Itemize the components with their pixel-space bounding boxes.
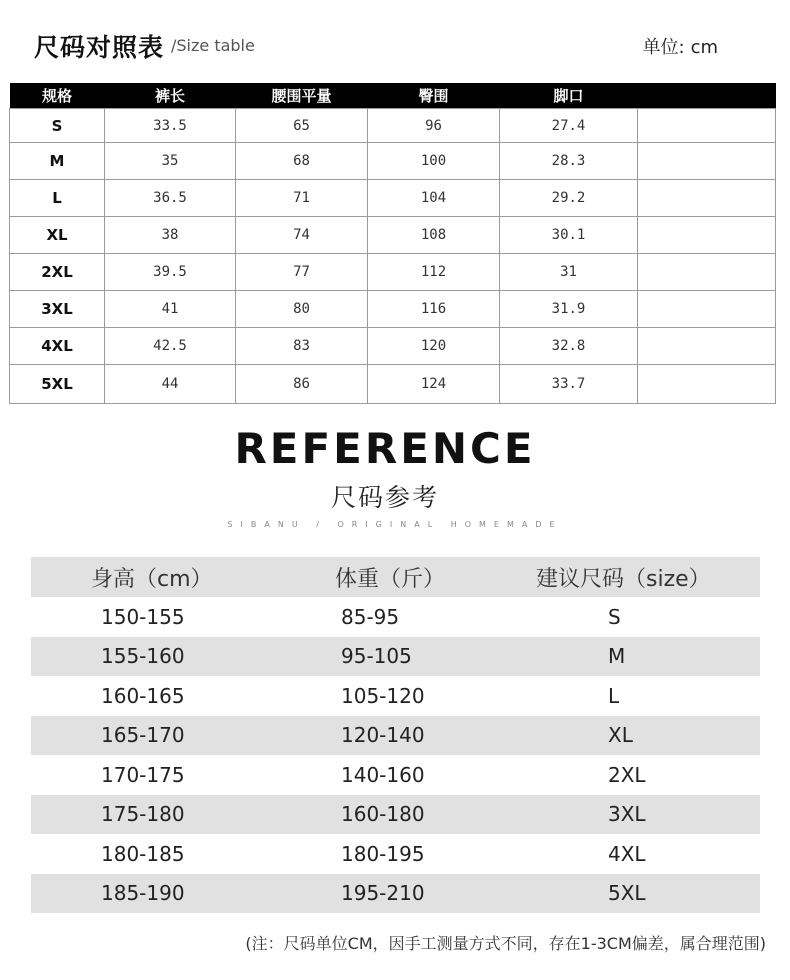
table-cell: 32.8: [500, 328, 638, 365]
table-cell: 120: [368, 328, 500, 365]
list-item: [31, 834, 760, 874]
reference-title: REFERENCE: [234, 424, 536, 473]
table-cell: 31: [500, 254, 638, 291]
reference-table-header: [31, 557, 760, 597]
table-cell: 77: [236, 254, 368, 291]
col-header: 身高（cm）: [91, 566, 213, 592]
table-cell: 80: [236, 291, 368, 328]
unit-value: cm: [690, 37, 718, 58]
size-cell: M: [10, 143, 105, 180]
table-cell: 41: [105, 291, 236, 328]
col-header: 裤长: [105, 83, 236, 109]
table-cell: 83: [236, 328, 368, 365]
table-cell: 74: [236, 217, 368, 254]
table-cell: 100: [368, 143, 500, 180]
table-cell: 2XL: [608, 762, 646, 787]
table-cell: 28.3: [500, 143, 638, 180]
table-cell: 71: [236, 180, 368, 217]
table-cell: 68: [236, 143, 368, 180]
page-title: 尺码对照表: [34, 33, 165, 62]
table-cell: 31.9: [500, 291, 638, 328]
table-cell: 38: [105, 217, 236, 254]
page-subtitle: /Size table: [171, 36, 255, 55]
table-cell: [638, 254, 776, 291]
table-cell: 112: [368, 254, 500, 291]
table-cell: [638, 143, 776, 180]
table-cell: 85-95: [341, 604, 400, 629]
size-cell: 2XL: [10, 254, 105, 291]
col-header: 腰围平量: [236, 83, 368, 109]
col-header: [638, 83, 776, 109]
table-cell: 175-180: [101, 802, 185, 827]
table-cell: 116: [368, 291, 500, 328]
table-cell: 150-155: [101, 604, 185, 629]
size-cell: 5XL: [10, 365, 105, 404]
table-cell: [638, 365, 776, 404]
size-cell: XL: [10, 217, 105, 254]
table-row: [10, 217, 776, 254]
col-header: 体重（斤）: [335, 566, 446, 592]
list-item: [31, 597, 760, 637]
table-cell: 140-160: [341, 762, 425, 787]
table-cell: M: [608, 644, 626, 669]
table-row: [10, 180, 776, 217]
size-cell: 3XL: [10, 291, 105, 328]
table-cell: [638, 109, 776, 143]
table-cell: [638, 217, 776, 254]
size-table-header: [10, 83, 776, 109]
unit-label: 单位:: [642, 37, 685, 58]
table-row: [10, 109, 776, 143]
reference-subtitle: 尺码参考: [330, 483, 439, 512]
list-item: [31, 755, 760, 795]
list-item: [31, 637, 760, 677]
table-cell: 95-105: [341, 644, 412, 669]
reference-table: [31, 557, 760, 913]
table-row: [10, 143, 776, 180]
table-cell: 96: [368, 109, 500, 143]
table-cell: 120-140: [341, 723, 425, 748]
table-row: [10, 328, 776, 365]
brand-tagline: SIBANU / ORIGINAL HOMEMADE: [227, 520, 563, 529]
table-cell: S: [608, 604, 621, 629]
size-cell: 4XL: [10, 328, 105, 365]
table-cell: 165-170: [101, 723, 185, 748]
table-cell: L: [608, 683, 620, 708]
table-cell: 30.1: [500, 217, 638, 254]
list-item: [31, 716, 760, 756]
table-row: [10, 254, 776, 291]
table-cell: 180-195: [341, 841, 425, 866]
table-cell: 36.5: [105, 180, 236, 217]
table-cell: 108: [368, 217, 500, 254]
col-header: 臀围: [368, 83, 500, 109]
table-cell: 44: [105, 365, 236, 404]
size-table: [9, 83, 776, 404]
col-header: 规格: [10, 83, 105, 109]
table-cell: 170-175: [101, 762, 185, 787]
table-cell: 160-180: [341, 802, 425, 827]
footnote: (注：尺码单位CM，因手工测量方式不同，存在1-3CM偏差，属合理范围): [245, 934, 766, 953]
list-item: [31, 874, 760, 914]
table-cell: 33.7: [500, 365, 638, 404]
table-cell: XL: [608, 723, 633, 748]
table-cell: 39.5: [105, 254, 236, 291]
table-cell: 195-210: [341, 881, 425, 906]
table-cell: 29.2: [500, 180, 638, 217]
table-cell: 35: [105, 143, 236, 180]
table-row: [10, 365, 776, 404]
table-cell: 104: [368, 180, 500, 217]
table-cell: 5XL: [608, 881, 646, 906]
table-cell: [638, 291, 776, 328]
table-cell: 105-120: [341, 683, 425, 708]
table-cell: 86: [236, 365, 368, 404]
table-cell: [638, 180, 776, 217]
table-cell: 3XL: [608, 802, 646, 827]
col-header: 脚口: [500, 83, 638, 109]
table-cell: 185-190: [101, 881, 185, 906]
table-cell: 155-160: [101, 644, 185, 669]
table-cell: 4XL: [608, 841, 646, 866]
col-header: 建议尺码（size）: [536, 566, 711, 592]
table-cell: 180-185: [101, 841, 185, 866]
table-cell: 33.5: [105, 109, 236, 143]
list-item: [31, 676, 760, 716]
unit-indicator: [636, 33, 718, 59]
list-item: [31, 795, 760, 835]
table-cell: 124: [368, 365, 500, 404]
table-cell: 42.5: [105, 328, 236, 365]
table-cell: [638, 328, 776, 365]
table-cell: 65: [236, 109, 368, 143]
table-row: [10, 291, 776, 328]
size-cell: S: [10, 109, 105, 143]
table-cell: 27.4: [500, 109, 638, 143]
size-cell: L: [10, 180, 105, 217]
table-cell: 160-165: [101, 683, 185, 708]
